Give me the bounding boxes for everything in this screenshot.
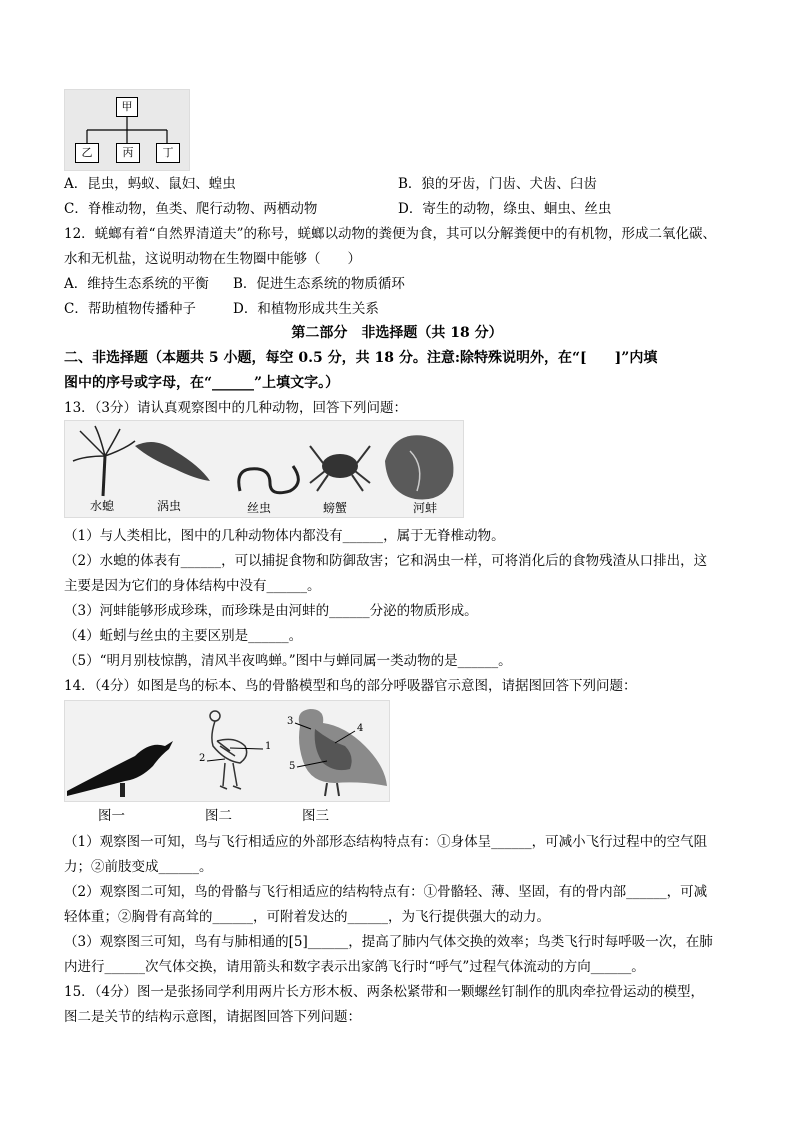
tree-node-right: 丁: [156, 143, 180, 163]
bird-drawings: [65, 701, 389, 801]
fig3-num-5: 5: [289, 761, 296, 772]
crab-icon: [310, 446, 370, 491]
q13-sub2-line2: 主要是因为它们的身体结构中没有______。: [64, 578, 321, 594]
fig3-num-4: 4: [357, 723, 364, 734]
q14-sub3-line1: （3）观察图三可知，鸟有与肺相通的[5]______，提高了肺内气体交换的效率；鸟类飞行时每呼吸一次，在肺: [64, 934, 713, 950]
animal-label-clam: 河蚌: [413, 501, 438, 515]
q11-option-c: C．脊椎动物，鱼类、爬行动物、两栖动物: [64, 201, 318, 217]
fig-label-1: 图一: [98, 808, 125, 824]
q13-sub4: （4）蚯蚓与丝虫的主要区别是______。: [64, 628, 303, 644]
magpie-specimen-icon: [67, 741, 173, 797]
q14-sub3-line2: 内进行______次气体交换，请用箭头和数字表示出家鸽飞行时“呼气”过程气体流动的方向______。: [64, 959, 645, 975]
fig2-num-1: 1: [265, 741, 272, 752]
q12-option-d: D．和植物形成共生关系: [233, 301, 379, 317]
q12-option-c: C．帮助植物传播种子: [64, 301, 196, 317]
q15-stem-line1: 15．（4分）图一是张扬同学利用两片长方形木板、两条松紧带和一颗螺丝钉制作的肌肉牵拉骨运动的模型，: [64, 984, 705, 1000]
fig-label-2: 图二: [205, 808, 232, 824]
section2-instructions-line1: 二、非选择题（本题共 5 小题，每空 0.5 分，共 18 分。注意:除特殊说明外，在“[ ]”内填: [64, 350, 658, 366]
q14-sub1-line2: 力；②前肢变成______。: [64, 859, 213, 875]
q13-sub3: （3）河蚌能够形成珍珠，而珍珠是由河蚌的______分泌的物质形成。: [64, 603, 478, 619]
q12-stem-line1: 12．蜣螂有着“自然界清道夫”的称号，蜣螂以动物的粪便为食，其可以分解粪便中的有机物，形成二氧化碳、: [64, 226, 716, 242]
bird-skeleton-icon: [210, 711, 247, 789]
part2-title: 第二部分 非选择题（共 18 分）: [291, 325, 503, 341]
clam-icon: [385, 435, 453, 499]
q11-option-a: A．昆虫，蚂蚁、鼠妇、蝗虫: [64, 176, 236, 192]
tree-diagram: [64, 89, 190, 171]
animal-label-hydra: 水螅: [90, 499, 115, 513]
fig-label-3: 图三: [302, 808, 329, 824]
q14-bird-figure: [64, 700, 390, 802]
hydra-icon: [73, 426, 135, 496]
q14-sub1-line1: （1）观察图一可知，鸟与飞行相适应的外部形态结构特点有：①身体呈______，可减小飞行过程中的空气阻: [64, 834, 708, 850]
q14-stem: 14．（4分）如图是鸟的标本、鸟的骨骼模型和鸟的部分呼吸器官示意图，请据图回答下列问题：: [64, 678, 637, 694]
q13-sub5: （5）“明月别枝惊鹊，清风半夜鸣蝉。”图中与蝉同属一类动物的是______。: [64, 653, 512, 669]
section2-instructions-line2: 图中的序号或字母，在“______”上填文字。）: [64, 375, 340, 391]
animal-label-filaria: 丝虫: [247, 501, 272, 515]
q13-sub1: （1）与人类相比，图中的几种动物体内都没有______，属于无脊椎动物。: [64, 528, 505, 544]
pigeon-respiratory-icon: [299, 709, 387, 796]
q14-sub2-line2: 轻体重；②胸骨有高耸的______，可附着发达的______，为飞行提供强大的动力。: [64, 909, 550, 925]
q13-sub2-line1: （2）水螅的体表有______，可以捕捉食物和防御敌害；它和涡虫一样，可将消化后的食物残渣从口排出，这: [64, 553, 708, 569]
tree-node-mid: 丙: [116, 143, 140, 163]
q13-stem: 13．（3分）请认真观察图中的几种动物，回答下列问题：: [64, 400, 408, 416]
fig2-num-2: 2: [199, 753, 206, 764]
tree-node-left: 乙: [75, 143, 99, 163]
q15-stem-line2: 图二是关节的结构示意图，请据图回答下列问题：: [64, 1009, 361, 1025]
q12-option-a: A．维持生态系统的平衡: [64, 276, 209, 292]
q11-option-b: B．狼的牙齿，门齿、犬齿、臼齿: [398, 176, 597, 192]
q12-stem-line2: 水和无机盐，这说明动物在生物圈中能够（ ）: [64, 251, 361, 267]
filaria-icon: [239, 466, 299, 493]
planarian-icon: [135, 442, 210, 481]
q14-sub2-line1: （2）观察图二可知，鸟的骨骼与飞行相适应的结构特点有：①骨骼轻、薄、坚固，有的骨内部______，可减: [64, 884, 708, 900]
animal-label-planarian: 涡虫: [157, 499, 182, 513]
animal-label-crab: 螃蟹: [323, 501, 348, 515]
q11-option-d: D．寄生的动物，绦虫、蛔虫、丝虫: [398, 201, 612, 217]
tree-node-top: 甲: [116, 97, 138, 117]
q13-animal-figure: [64, 420, 464, 518]
q12-option-b: B．促进生态系统的物质循环: [233, 276, 405, 292]
fig3-num-3: 3: [287, 716, 294, 727]
